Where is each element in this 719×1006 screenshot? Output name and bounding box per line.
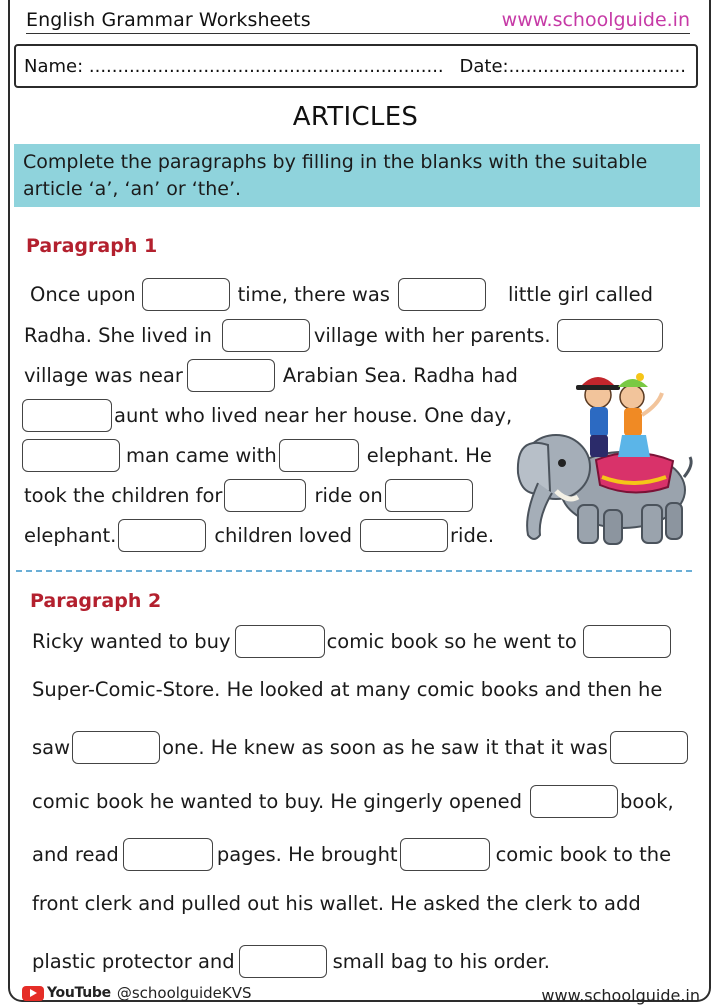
p2-l7-text-1: plastic protector and xyxy=(32,950,235,973)
p1-l2-text-2: village with her parents. xyxy=(313,324,551,347)
p2-l1-text-2: comic book so he went to xyxy=(326,630,577,653)
p1-line-1 xyxy=(30,278,653,311)
paragraph-2-heading: Paragraph 2 xyxy=(30,590,162,612)
p1-l7-text-2: children loved xyxy=(214,524,353,547)
p2-l3-text-1: saw xyxy=(32,736,71,759)
p2-line-7 xyxy=(32,945,550,978)
p1-l3-text-2: Arabian Sea. Radha had xyxy=(282,364,518,387)
p2-blank-8[interactable] xyxy=(239,945,327,978)
p2-l5-text-1: and read xyxy=(32,843,119,866)
p1-l1-text-3: little girl called xyxy=(507,283,654,306)
p2-line-3 xyxy=(32,731,692,764)
p2-blank-4[interactable] xyxy=(610,731,688,764)
p2-blank-2[interactable] xyxy=(583,625,671,658)
p1-l1-text-1: Once upon xyxy=(30,283,136,306)
p2-blank-3[interactable] xyxy=(72,731,160,764)
p2-l5-text-3: comic book to the xyxy=(495,843,672,866)
paragraph-1-heading: Paragraph 1 xyxy=(26,235,158,257)
p2-l1-text-1: Ricky wanted to buy xyxy=(32,630,231,653)
p1-l2-text-1: Radha. She lived in xyxy=(24,324,212,347)
p1-l5-text-2: elephant. He xyxy=(366,444,492,467)
youtube-handle: @schoolguideKVS xyxy=(116,984,252,1002)
youtube-play-icon xyxy=(22,986,44,1001)
header-url[interactable]: www.schoolguide.in xyxy=(501,9,690,31)
p2-line-6 xyxy=(32,892,641,915)
p2-blank-5[interactable] xyxy=(530,785,618,818)
p2-l3-text-2: one. He knew as soon as he saw it that it was xyxy=(162,736,608,759)
p1-l7-text-1: elephant. xyxy=(24,524,117,547)
p1-blank-3[interactable] xyxy=(222,319,310,352)
p1-line-6 xyxy=(24,479,477,512)
p1-l7-text-3: ride. xyxy=(450,524,495,547)
footer-url[interactable]: www.schoolguide.in xyxy=(541,986,700,1005)
p2-line-5 xyxy=(32,838,671,871)
p1-blank-4[interactable] xyxy=(557,319,663,352)
p1-blank-7[interactable] xyxy=(22,439,120,472)
p1-l5-text-1: man came with xyxy=(126,444,277,467)
youtube-badge[interactable] xyxy=(22,984,252,1002)
name-field[interactable]: Name: .............................................................. xyxy=(24,55,444,77)
p1-line-7 xyxy=(24,519,494,552)
p1-blank-11[interactable] xyxy=(118,519,206,552)
p1-blank-12[interactable] xyxy=(360,519,448,552)
worksheet-header xyxy=(26,8,690,34)
p2-blank-6[interactable] xyxy=(123,838,213,871)
p1-blank-10[interactable] xyxy=(385,479,473,512)
footer xyxy=(22,984,702,1006)
header-title: English Grammar Worksheets xyxy=(26,9,311,31)
p1-blank-1[interactable] xyxy=(142,278,230,311)
p1-blank-2[interactable] xyxy=(398,278,486,311)
p2-l5-text-2: pages. He brought xyxy=(216,843,398,866)
elephant-children-illustration xyxy=(508,365,700,550)
instruction-band: Complete the paragraphs by filling in the blanks with the suitable article ‘a’, ‘an’ or ‘the’. xyxy=(14,144,700,207)
p1-l3-text-1: village was near xyxy=(24,364,183,387)
date-field[interactable]: Date:............................... xyxy=(459,55,686,77)
p1-line-5 xyxy=(22,439,492,472)
p2-blank-7[interactable] xyxy=(400,838,490,871)
p2-l2-text-1: Super-Comic-Store. He looked at many comic books and then he xyxy=(32,678,663,701)
worksheet-title: ARTICLES xyxy=(292,102,419,132)
name-date-box xyxy=(14,44,698,88)
p1-blank-8[interactable] xyxy=(279,439,359,472)
p1-l6-text-2: ride on xyxy=(314,484,383,507)
p1-l1-text-2: time, there was xyxy=(237,283,390,306)
p1-l6-text-1: took the children for xyxy=(24,484,223,507)
p2-l7-text-2: small bag to his order. xyxy=(332,950,550,973)
p1-blank-9[interactable] xyxy=(224,479,306,512)
p1-line-2 xyxy=(24,319,667,352)
p1-line-4 xyxy=(22,399,512,432)
section-divider xyxy=(16,570,692,572)
p2-line-2 xyxy=(32,678,662,701)
p1-l4-text-1: aunt who lived near her house. One day, xyxy=(114,404,513,427)
p1-blank-6[interactable] xyxy=(22,399,112,432)
p2-l4-text-2: book, xyxy=(620,790,674,813)
p1-blank-5[interactable] xyxy=(187,359,275,392)
p2-line-1 xyxy=(32,625,675,658)
youtube-wordmark: YouTube xyxy=(47,985,111,1001)
p2-l6-text-1: front clerk and pulled out his wallet. He asked the clerk to add xyxy=(32,892,641,915)
p2-blank-1[interactable] xyxy=(235,625,325,658)
p1-line-3 xyxy=(24,359,518,392)
p2-line-4 xyxy=(32,785,674,818)
p2-l4-text-1: comic book he wanted to buy. He gingerly opened xyxy=(32,790,523,813)
